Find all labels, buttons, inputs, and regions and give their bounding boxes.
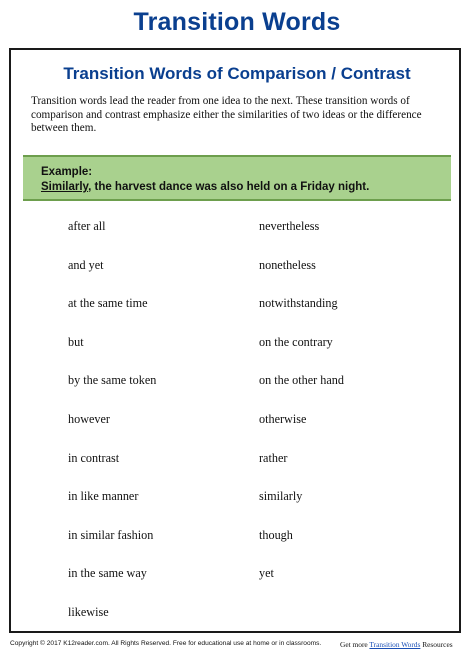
word-right-9: though [259,528,293,542]
resources-note [340,640,453,649]
example-label: Example: [41,166,93,178]
example-box [23,155,451,201]
word-left-6: however [68,412,110,426]
word-left-9: in similar fashion [68,528,154,542]
word-left-4: but [68,335,84,349]
word-left-2: and yet [68,258,104,272]
copyright-notice: Copyright © 2017 K12reader.com. All Rights Reserved. Free for educational use at home or in classrooms. [10,640,322,647]
word-right-6: otherwise [259,412,307,426]
word-right-7: rather [259,451,288,465]
intro-paragraph: Transition words lead the reader from one idea to the next. These transition words of comparison and contrast emphasize either the similarities of two ideas or the difference between them. [31,95,422,134]
page-title: Transition Words [133,8,341,36]
word-right-3: notwithstanding [259,296,338,310]
word-right-8: similarly [259,489,303,503]
word-right-4: on the contrary [259,335,333,349]
example-keyword: Similarly [41,181,89,193]
word-left-11: likewise [68,605,109,619]
example-sentence [41,181,369,193]
resources-suffix: Resources [420,640,453,649]
word-left-8: in like manner [68,489,139,503]
word-right-5: on the other hand [259,373,344,387]
word-left-1: after all [68,219,106,233]
resources-prefix: Get more [340,640,370,649]
word-right-10: yet [259,566,274,580]
worksheet-heading: Transition Words of Comparison / Contrast [63,64,411,83]
word-left-5: by the same token [68,373,157,387]
word-left-3: at the same time [68,296,148,310]
word-right-1: nevertheless [259,219,320,233]
transition-words-link[interactable]: Transition Words [369,640,421,649]
example-sentence-rest: , the harvest dance was also held on a Friday night. [88,181,370,193]
word-right-2: nonetheless [259,258,316,272]
word-left-10: in the same way [68,566,147,580]
word-left-7: in contrast [68,451,120,465]
